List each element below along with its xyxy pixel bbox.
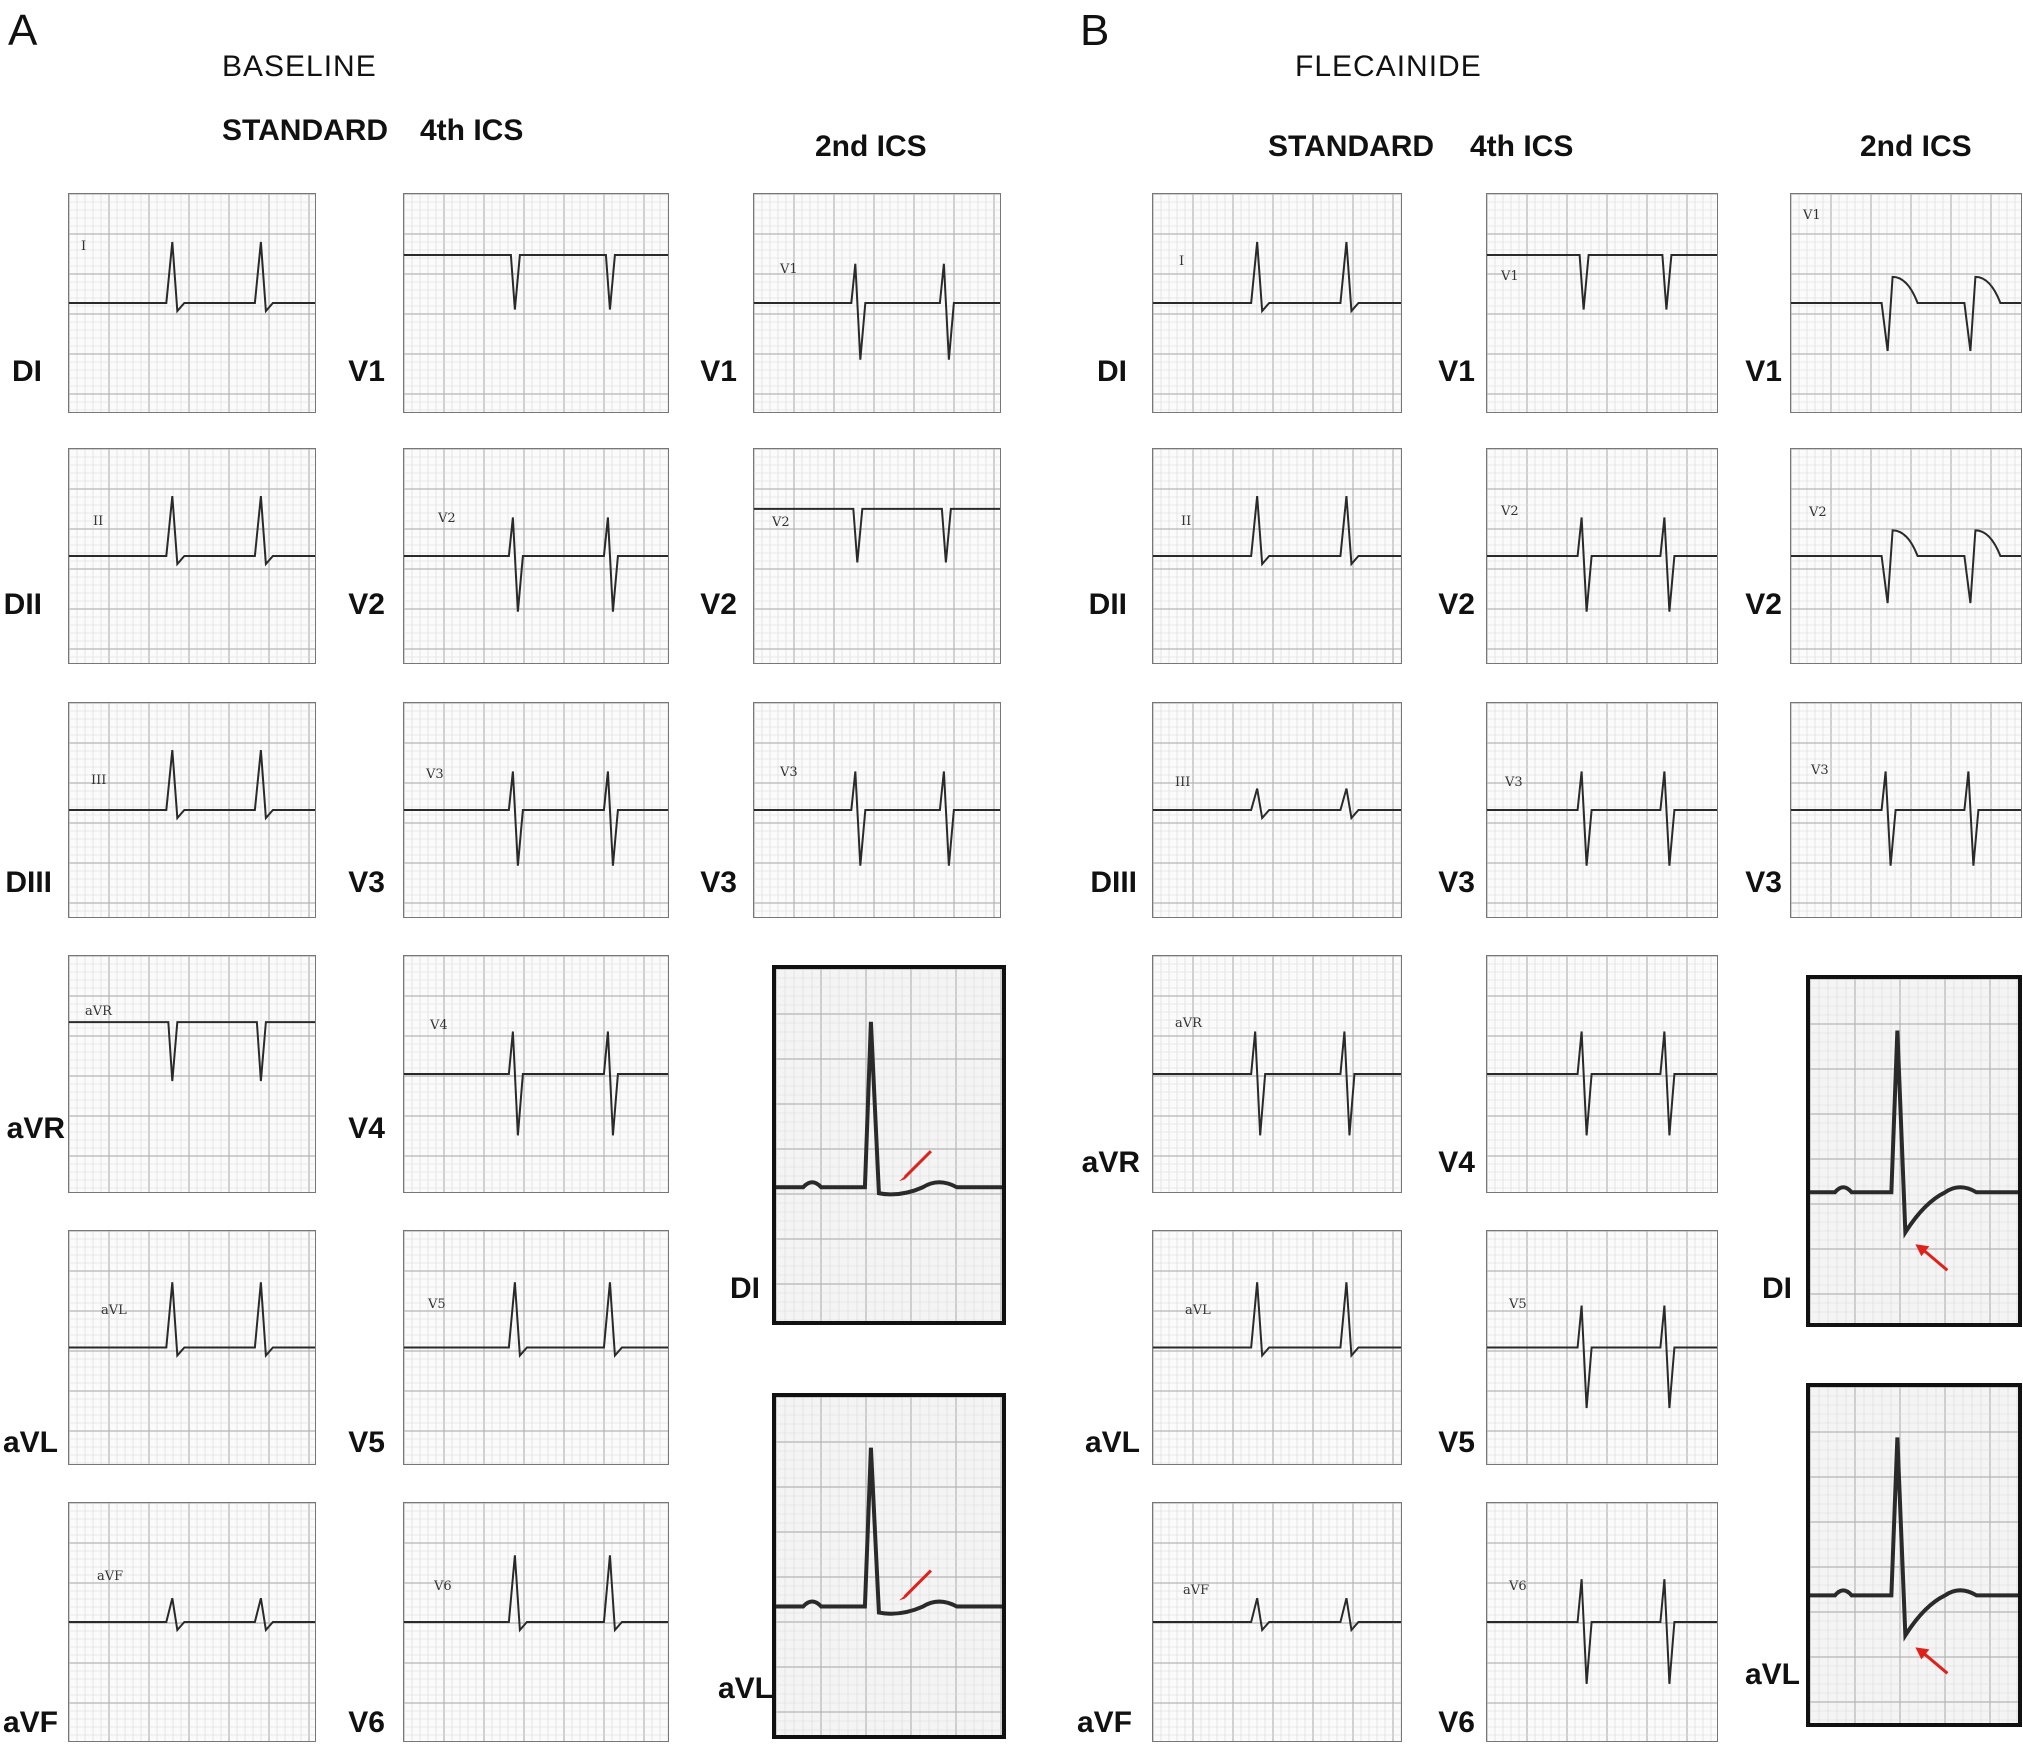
strip-tag: V4	[430, 1018, 448, 1033]
strip-tag: V3	[780, 765, 798, 780]
ecg-strip-a-4th-4	[403, 1230, 669, 1465]
ecg-paper	[404, 1503, 668, 1741]
ecg-paper	[1791, 449, 2021, 663]
lead-label-a-4th: V2	[348, 588, 385, 621]
col-header-standard-b: STANDARD	[1268, 130, 1435, 163]
lead-label-a-std: DIII	[5, 866, 52, 899]
red-arrow-icon	[1915, 1244, 1947, 1270]
ecg-strip-b-std-4	[1152, 1230, 1402, 1465]
lead-label-a-2nd: V2	[700, 588, 737, 621]
panel-title-a: BASELINE	[222, 50, 377, 83]
ecg-strip-b-4th-1	[1486, 448, 1718, 664]
lead-label-a-std: DI	[12, 355, 42, 388]
lead-label-b-4th: V6	[1438, 1706, 1475, 1739]
strip-tag: V5	[1509, 1297, 1527, 1312]
ecg-paper	[1487, 1503, 1717, 1741]
ecg-strip-a-2nd-0	[753, 193, 1001, 413]
lead-label-b-std: aVL	[1084, 1426, 1140, 1459]
strip-tag: aVR	[1175, 1016, 1202, 1031]
strip-tag: aVR	[85, 1004, 112, 1019]
strip-tag: aVL	[1185, 1303, 1211, 1318]
ecg-strip-b-4th-2	[1486, 702, 1718, 918]
ecg-paper	[776, 1397, 1002, 1735]
ecg-strip-a-std-1	[68, 448, 316, 664]
strip-tag: V2	[438, 511, 456, 526]
ecg-zoom-a-0	[772, 965, 1006, 1325]
ecg-strip-a-4th-1	[403, 448, 669, 664]
ecg-paper	[1153, 1231, 1401, 1464]
lead-label-b-4th: V5	[1438, 1426, 1475, 1459]
panel-letter-b: B	[1080, 6, 1110, 55]
strip-tag: V6	[1509, 1579, 1527, 1594]
ecg-strip-b-2nd-0	[1790, 193, 2022, 413]
lead-label-a-4th: V1	[348, 355, 385, 388]
panel-letter-a: A	[8, 6, 38, 55]
ecg-paper	[69, 1503, 315, 1741]
strip-tag: aVF	[1183, 1583, 1210, 1598]
lead-label-b-std: aVR	[1081, 1146, 1140, 1179]
strip-tag: V5	[428, 1297, 446, 1312]
ecg-paper	[1153, 194, 1401, 412]
ecg-strip-b-std-2	[1152, 702, 1402, 918]
red-arrow-icon	[899, 1571, 931, 1601]
lead-label-b-2nd: V1	[1745, 355, 1782, 388]
ecg-paper	[1487, 956, 1717, 1192]
ecg-strip-a-std-5	[68, 1502, 316, 1742]
ecg-strip-a-4th-0	[403, 193, 669, 413]
strip-tag: I	[1179, 254, 1185, 269]
lead-label-a-std: DII	[3, 588, 42, 621]
strip-tag: V2	[1501, 504, 1519, 519]
ecg-paper	[404, 703, 668, 917]
ecg-zoom-b-1	[1806, 1383, 2022, 1727]
strip-tag: V1	[780, 262, 798, 277]
lead-label-a-4th: V5	[348, 1426, 385, 1459]
ecg-strip-a-4th-5	[403, 1502, 669, 1742]
col-header-4th-ics-a: 4th ICS	[420, 114, 524, 147]
lead-label-b-2nd: V3	[1745, 866, 1782, 899]
ecg-paper	[1791, 703, 2021, 917]
ecg-strip-b-4th-4	[1486, 1230, 1718, 1465]
ecg-paper	[1487, 1231, 1717, 1464]
strip-tag: V1	[1803, 208, 1821, 223]
ecg-strip-a-2nd-1	[753, 448, 1001, 664]
ecg-paper	[404, 956, 668, 1192]
strip-tag: aVL	[101, 1303, 127, 1318]
lead-label-a-4th: V4	[348, 1112, 385, 1145]
ecg-strip-b-std-5	[1152, 1502, 1402, 1742]
ecg-paper	[1810, 979, 2018, 1323]
ecg-strip-b-4th-5	[1486, 1502, 1718, 1742]
lead-label-b-std: DII	[1088, 588, 1127, 621]
ecg-paper	[404, 194, 668, 412]
lead-label-a-std: aVF	[2, 1706, 58, 1739]
ecg-paper	[1810, 1387, 2018, 1723]
lead-label-a-zoom: DI	[730, 1272, 760, 1305]
lead-label-b-4th: V4	[1438, 1146, 1475, 1179]
ecg-strip-b-2nd-1	[1790, 448, 2022, 664]
strip-tag: aVF	[97, 1569, 124, 1584]
ecg-paper	[69, 956, 315, 1192]
ecg-strip-b-4th-0	[1486, 193, 1718, 413]
ecg-zoom-b-0	[1806, 975, 2022, 1327]
ecg-strip-a-2nd-2	[753, 702, 1001, 918]
lead-label-b-4th: V2	[1438, 588, 1475, 621]
lead-label-a-4th: V6	[348, 1706, 385, 1739]
col-header-2nd-ics-b: 2nd ICS	[1860, 130, 1972, 163]
red-arrow-icon	[1915, 1647, 1947, 1673]
ecg-paper	[69, 1231, 315, 1464]
lead-label-a-2nd: V1	[700, 355, 737, 388]
lead-label-a-4th: V3	[348, 866, 385, 899]
ecg-paper	[1487, 449, 1717, 663]
ecg-paper	[1153, 1503, 1401, 1741]
ecg-strip-b-2nd-2	[1790, 702, 2022, 918]
lead-label-a-zoom: aVL	[717, 1672, 773, 1705]
lead-label-a-std: aVR	[6, 1112, 65, 1145]
strip-tag: III	[1175, 775, 1191, 790]
strip-tag: V3	[1505, 775, 1523, 790]
ecg-paper	[1487, 703, 1717, 917]
ecg-strip-a-std-3	[68, 955, 316, 1193]
ecg-strip-b-std-0	[1152, 193, 1402, 413]
ecg-paper	[754, 703, 1000, 917]
strip-tag: III	[91, 773, 107, 788]
ecg-paper	[404, 1231, 668, 1464]
strip-tag: V3	[426, 767, 444, 782]
ecg-paper	[404, 449, 668, 663]
ecg-zoom-a-1	[772, 1393, 1006, 1739]
lead-label-b-zoom: aVL	[1744, 1658, 1800, 1691]
lead-label-b-4th: V3	[1438, 866, 1475, 899]
ecg-strip-a-std-2	[68, 702, 316, 918]
strip-tag: V6	[434, 1579, 452, 1594]
ecg-strip-a-std-0	[68, 193, 316, 413]
ecg-paper	[69, 703, 315, 917]
ecg-paper	[754, 449, 1000, 663]
ecg-paper	[1153, 703, 1401, 917]
ecg-paper	[754, 194, 1000, 412]
strip-tag: V3	[1811, 763, 1829, 778]
ecg-paper	[1791, 194, 2021, 412]
col-header-4th-ics-b: 4th ICS	[1470, 130, 1574, 163]
strip-tag: V2	[772, 515, 790, 530]
ecg-paper	[69, 194, 315, 412]
lead-label-a-2nd: V3	[700, 866, 737, 899]
strip-tag: V1	[1501, 269, 1519, 284]
strip-tag: II	[93, 514, 104, 529]
strip-tag: I	[81, 239, 87, 254]
ecg-paper	[1487, 194, 1717, 412]
ecg-strip-b-std-1	[1152, 448, 1402, 664]
lead-label-b-std: aVF	[1076, 1706, 1132, 1739]
lead-label-b-4th: V1	[1438, 355, 1475, 388]
strip-tag: V2	[1809, 505, 1827, 520]
ecg-strip-b-std-3	[1152, 955, 1402, 1193]
col-header-2nd-ics-a: 2nd ICS	[815, 130, 927, 163]
ecg-strip-a-4th-3	[403, 955, 669, 1193]
lead-label-b-2nd: V2	[1745, 588, 1782, 621]
ecg-strip-b-4th-3	[1486, 955, 1718, 1193]
col-header-standard-a: STANDARD	[222, 114, 389, 147]
lead-label-b-zoom: DI	[1762, 1272, 1792, 1305]
strip-tag: II	[1181, 514, 1192, 529]
ecg-paper	[69, 449, 315, 663]
ecg-paper	[1153, 449, 1401, 663]
ecg-paper	[1153, 956, 1401, 1192]
ecg-strip-a-4th-2	[403, 702, 669, 918]
ecg-strip-a-std-4	[68, 1230, 316, 1465]
red-arrow-icon	[899, 1151, 931, 1181]
lead-label-b-std: DI	[1097, 355, 1127, 388]
panel-title-b: FLECAINIDE	[1295, 50, 1482, 83]
lead-label-b-std: DIII	[1090, 866, 1137, 899]
ecg-paper	[776, 969, 1002, 1321]
lead-label-a-std: aVL	[2, 1426, 58, 1459]
